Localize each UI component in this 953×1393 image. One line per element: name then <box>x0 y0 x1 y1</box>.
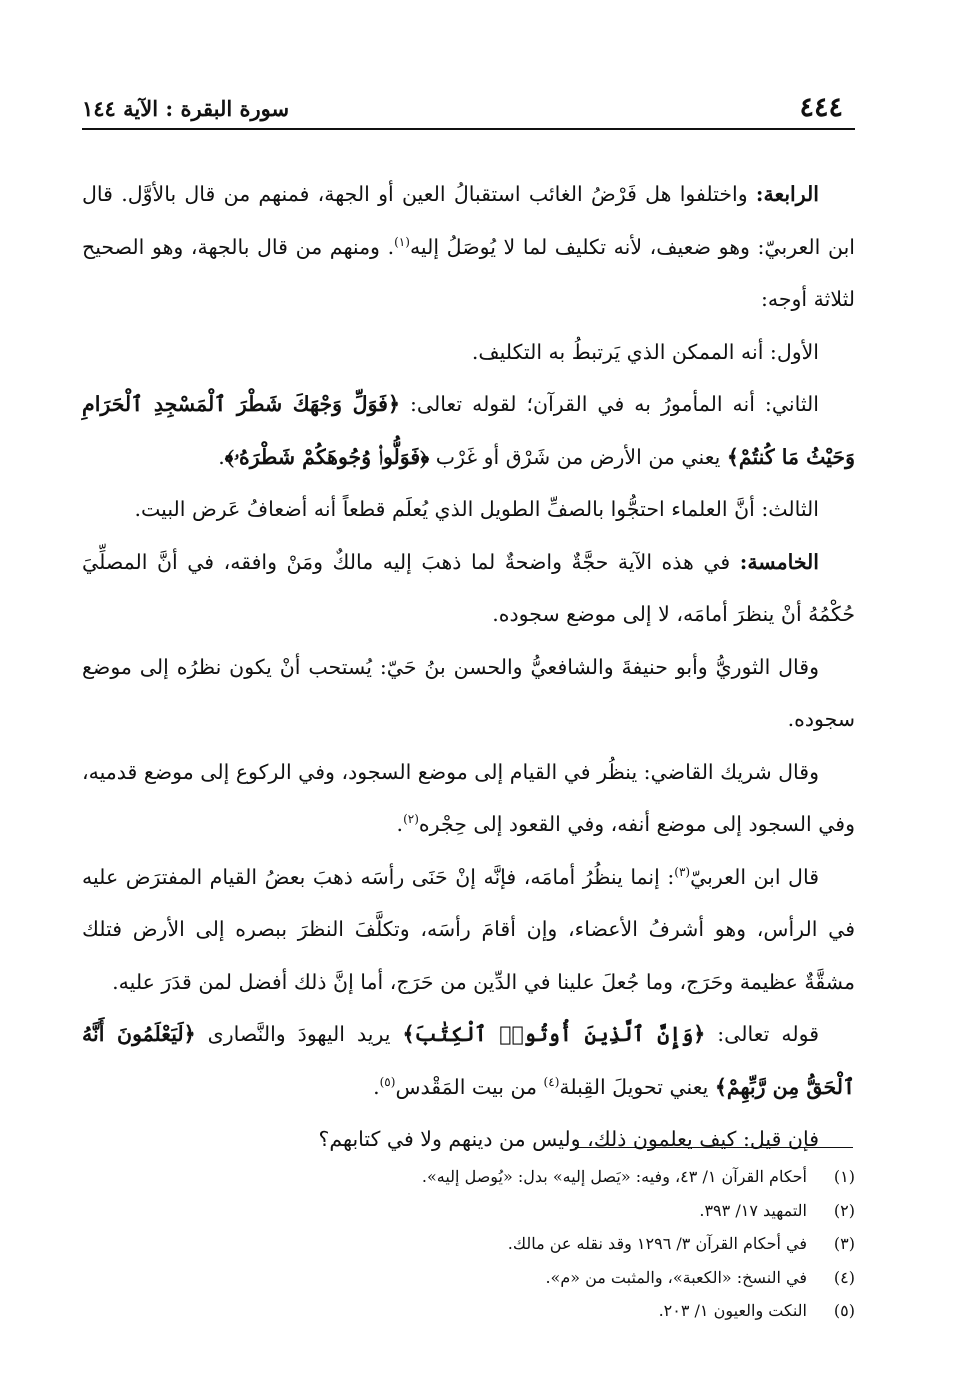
paragraph-second-reason <box>82 378 855 483</box>
paragraph-text: يريد اليهودَ والنَّصارى <box>195 1022 403 1046</box>
paragraph-rabia <box>82 168 855 326</box>
footnote-number: (٢) <box>833 1200 855 1220</box>
page-header <box>82 88 855 130</box>
paragraph-text: . <box>396 812 404 836</box>
footnote-number: (٣) <box>833 1234 855 1254</box>
paragraph-text: . <box>218 444 225 469</box>
footnote-ref: (٤) <box>543 1074 560 1089</box>
footnote-ref: (١) <box>394 234 410 249</box>
section-label: الخامسة: <box>739 549 819 574</box>
footnote-number: (٤) <box>833 1267 855 1287</box>
paragraph-text: قوله تعالى: <box>705 1022 819 1046</box>
footnote-ref: (٥) <box>379 1074 396 1089</box>
footnote-number: (١) <box>833 1167 855 1186</box>
paragraph-text: في هذه الآية حجَّةٌ واضحةٌ لما ذهبَ إليه مالكٌ ومَنْ وافقه، في أنَّ المصلِّيَ حُكْمُهُ أنْ ينظرَ أمامَه، لا إلى موضع سجوده. <box>82 549 855 626</box>
footnote-text: النكت والعيون ١/ ٢٠٣. <box>658 1301 807 1321</box>
paragraph-text: . ومنهم من قال بالجهة، وهو الصحيح لثلاثة أوجه: <box>82 234 855 311</box>
footnote-ref: (٣) <box>674 864 691 879</box>
paragraph-text: واختلفوا هل فَرْضُ الغائب استقبالُ العين أو الجهة، فمنهم من قال بالأوَّل. قال ابن العربيّ: وهو ضعيف، لأنه تكليف لما لا يُوصَلُ إليه <box>82 182 855 259</box>
paragraph-sharik <box>82 746 855 851</box>
paragraph-ibn-arabi <box>82 851 855 1009</box>
footnote-ref: (٢) <box>403 812 419 827</box>
running-title: سورة البقرة : الآية ١٤٤ <box>82 96 290 121</box>
paragraph-text: يعني من الأرض من شَرْق أو غَرْب <box>429 444 727 469</box>
footnote-item <box>82 1261 855 1295</box>
paragraph-third-reason: الثالث: أنَّ العلماء احتجُّوا بالصفِّ الطويل الذي يُعلَم قطعاً أنه أضعافُ عَرض البيت. <box>134 497 819 521</box>
main-text <box>82 168 855 1166</box>
footnote-divider <box>575 1147 853 1148</box>
footnote-item <box>82 1227 855 1261</box>
paragraph-text: الثاني: أنه المأمورُ به في القرآن؛ لقوله تعالى: <box>399 392 819 416</box>
page-number: ٤٤٤ <box>799 92 843 123</box>
footnote-text: التمهيد ١٧/ ٣٩٣. <box>699 1200 807 1220</box>
paragraph-text: . <box>373 1074 380 1099</box>
footnote-number: (٥) <box>833 1301 855 1321</box>
footnote-text: في النسخ: «الكعبة»، والمثبت من «م». <box>545 1267 807 1287</box>
quran-quote: ﴿لَيَعْلَمُونَ أَنَّهُ ٱلْحَقُّ مِن رَّبِّهِمْ﴾ <box>82 1022 855 1099</box>
quran-quote: ﴿وَإِنَّ ٱلَّذِينَ أُوتُوا۟ ٱلْكِتَٰبَ﴾ <box>402 1022 706 1046</box>
paragraph-text: من بيت المَقْدس <box>395 1074 544 1099</box>
paragraph-text: يعني تحويلَ القِبلة <box>559 1074 715 1099</box>
paragraph-first-reason: الأول: أنه الممكن الذي يَرتبطُ به التكليف. <box>471 339 819 364</box>
paragraph-text: وقال شريك القاضي: ينظُر في القيام إلى موضع السجود، وفي الركوع إلى موضع قدميه، وفي السجود إلى موضع أنفه، وفي القعود إلى حِجْره <box>82 759 855 836</box>
footnotes <box>82 1160 855 1328</box>
paragraph-text: قال ابن العربيّ <box>690 864 820 889</box>
paragraph-text: : إنما ينظُرُ أمامَه، فإنَّه إنْ حَنَى رأسَه ذهبَ بعضُ القيام المفترَض عليه في الرأس، وهو أشرفُ الأعضاء، وإن أقامَ رأسَه، وتكلَّفَ النظرَ ببصره إلى الأرض فتلك مشقَّةٌ عظيمة وحَرَج، وما جُعلَ علينا في الدِّين من حَرَج، أما إنَّ ذلك أفضل لمن قدَرَ عليه. <box>82 864 855 994</box>
footnote-text: في أحكام القرآن ٣/ ١٢٩٦ وقد نقله عن مالك. <box>507 1234 807 1254</box>
footnote-text: أحكام القرآن ١/ ٤٣، وفيه: «يَصل إليه» بدل: «يُوصل إليه». <box>421 1167 807 1186</box>
quran-quote: ﴿فَوَلِّ وَجْهَكَ شَطْرَ ٱلْمَسْجِدِ ٱلْحَرَامِ وَحَيْثُ مَا كُنتُمْ﴾ <box>82 392 855 469</box>
paragraph-thawri: وقال الثوريُّ وأبو حنيفةَ والشافعيُّ والحسن بنُ حَيّ: يُستحب أنْ يكون نظرُه إلى موضع سجوده. <box>82 654 855 731</box>
section-label: الرابعة: <box>755 182 819 206</box>
paragraph-khamisa <box>82 536 855 641</box>
paragraph-ayah-commentary <box>82 1008 855 1113</box>
footnote-item <box>82 1160 855 1194</box>
quran-quote: ﴿فَوَلُّوا۟ وُجُوهَكُمْ شَطْرَهُۥ﴾ <box>224 444 430 469</box>
paragraph-question: فإن قيل: كيف يعلمون ذلك، وليس من دينهم ولا في كتابهم؟ <box>318 1127 819 1151</box>
footnote-item <box>82 1294 855 1328</box>
footnote-item <box>82 1194 855 1228</box>
